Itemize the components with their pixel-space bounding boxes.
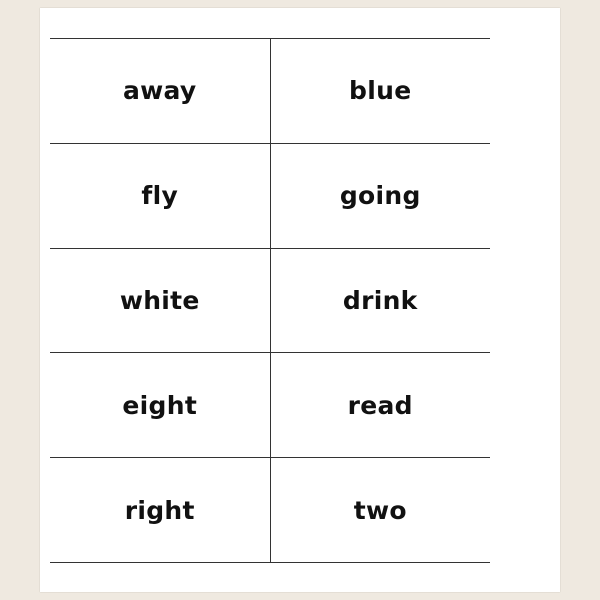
card-word: white (119, 285, 200, 315)
flash-card-grid (50, 38, 490, 563)
flash-card[interactable] (50, 458, 271, 562)
printable-sheet (40, 8, 560, 592)
card-word: read (347, 390, 413, 420)
flash-card[interactable] (50, 39, 271, 143)
card-word: drink (342, 285, 418, 315)
card-word: right (124, 495, 195, 525)
card-word: blue (349, 76, 412, 106)
card-row (50, 352, 490, 457)
flash-card[interactable] (50, 144, 271, 248)
card-row (50, 143, 490, 248)
flash-card[interactable] (50, 353, 271, 457)
card-row (50, 38, 490, 143)
card-word: eight (122, 390, 198, 420)
card-word: fly (141, 181, 179, 211)
flash-card[interactable] (271, 144, 491, 248)
flash-card[interactable] (50, 249, 271, 353)
card-word: two (353, 495, 407, 525)
flash-card[interactable] (271, 249, 491, 353)
flash-card[interactable] (271, 39, 491, 143)
flash-card[interactable] (271, 458, 491, 562)
flash-card[interactable] (271, 353, 491, 457)
card-word: away (122, 76, 197, 106)
card-row (50, 457, 490, 563)
card-word: going (339, 181, 421, 211)
card-row (50, 248, 490, 353)
